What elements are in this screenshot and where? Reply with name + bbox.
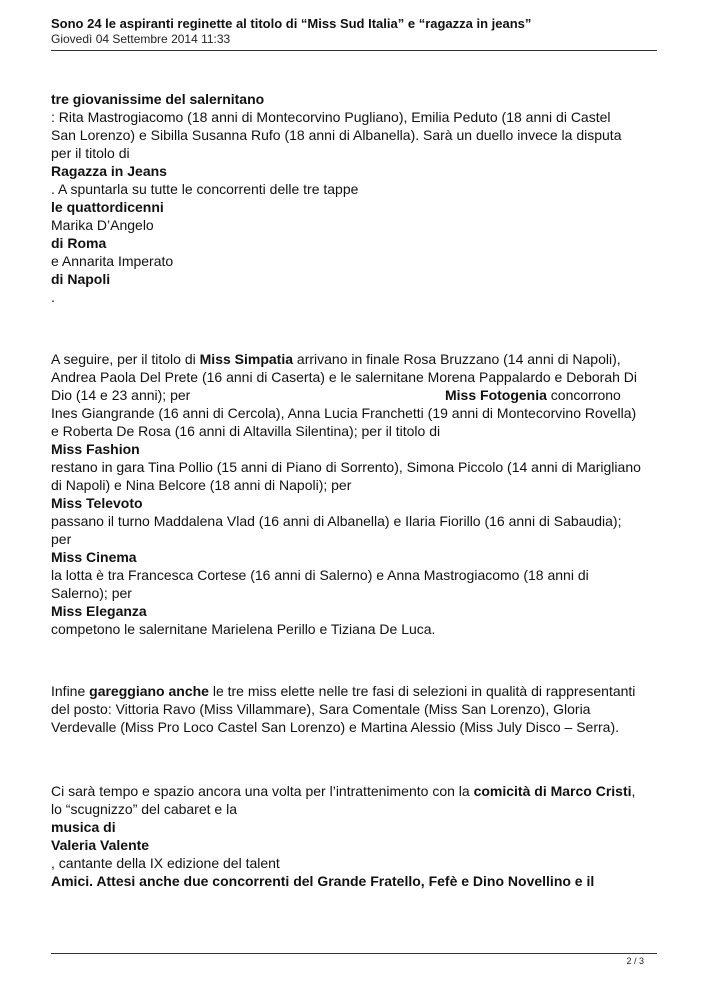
text-line: la lotta è tra Francesca Cortese (16 anni di Salerno) e Anna Mastrogiacomo (18 anni di bbox=[51, 567, 589, 583]
text-line bbox=[51, 440, 661, 458]
text-line: restano in gara Tina Pollio (15 anni di Piano di Sorrento), Simona Piccolo (14 anni di Marigliano bbox=[51, 459, 641, 475]
text-line bbox=[51, 548, 661, 566]
bold-text: le quattordicenni bbox=[51, 199, 164, 215]
bold-text: di Napoli bbox=[51, 271, 111, 287]
bold-text: Miss Fashion bbox=[51, 441, 140, 457]
bold-text: Valeria Valente bbox=[51, 837, 150, 853]
paragraph-gap bbox=[51, 306, 661, 342]
text-line: Andrea Paola Del Prete (16 anni di Caserta) e le salernitane Morena Pappalardo e Deborah Di bbox=[51, 369, 638, 385]
text-line bbox=[51, 494, 661, 512]
text-line bbox=[51, 198, 661, 216]
text-line: lo “scugnizzo” del cabaret e la bbox=[51, 801, 237, 817]
paragraph-gap bbox=[51, 736, 661, 772]
bold-text: Miss Fotogenia bbox=[445, 387, 547, 403]
bold-text: Miss Cinema bbox=[51, 549, 137, 565]
text-line: . bbox=[51, 289, 55, 305]
bold-text: di Roma bbox=[51, 235, 107, 251]
article-title: Sono 24 le aspiranti reginette al titolo di “Miss Sud Italia” e “ragazza in jeans” bbox=[51, 16, 532, 31]
text-line bbox=[51, 872, 661, 890]
article-date: Giovedì 04 Settembre 2014 11:33 bbox=[51, 32, 231, 46]
text-line bbox=[51, 836, 661, 854]
text-line: passano il turno Maddalena Vlad (16 anni di Albanella) e Ilaria Fiorillo (16 anni di Sabaudia); bbox=[51, 513, 622, 529]
article-body bbox=[51, 90, 661, 890]
footer-divider bbox=[51, 953, 657, 954]
bold-text: comicità di Marco Cristi bbox=[473, 783, 632, 799]
text-line: per bbox=[51, 531, 72, 547]
text-span: concorrono bbox=[546, 387, 621, 403]
text-line bbox=[51, 162, 661, 180]
text-line: , cantante della IX edizione del talent bbox=[51, 855, 280, 871]
bold-text: Ragazza in Jeans bbox=[51, 163, 167, 179]
paragraph-gap bbox=[51, 342, 661, 350]
bold-text: Miss Eleganza bbox=[51, 603, 147, 619]
bold-text: tre giovanissime del salernitano bbox=[51, 91, 265, 107]
text-line bbox=[51, 818, 661, 836]
text-line bbox=[51, 234, 661, 252]
text-span: le tre miss elette nelle tre fasi di selezioni in qualità di rappresentanti bbox=[208, 683, 636, 699]
document-header bbox=[51, 16, 657, 47]
text-line bbox=[51, 270, 661, 288]
text-line: del posto: Vittoria Ravo (Miss Villammare), Sara Comentale (Miss San Lorenzo), Gloria bbox=[51, 701, 591, 717]
text-span: Ci sarà tempo e spazio ancora una volta per l’intrattenimento con la bbox=[51, 783, 474, 799]
text-line: Salerno); per bbox=[51, 585, 132, 601]
paragraph-gap bbox=[51, 772, 661, 782]
text-line: San Lorenzo) e Sibilla Susanna Rufo (18 anni di Albanella). Sarà un duello invece la disputa bbox=[51, 127, 622, 143]
text-span: arrivano in finale Rosa Bruzzano (14 anni di Napoli), bbox=[293, 351, 621, 367]
text-line bbox=[51, 602, 661, 620]
text-line: e Roberta De Rosa (16 anni di Altavilla Silentina); per il titolo di bbox=[51, 423, 441, 439]
text-line: di Napoli) e Nina Belcore (18 anni di Napoli); per bbox=[51, 477, 352, 493]
page-number: 2 / 3 bbox=[626, 956, 644, 966]
text-line: Verdevalle (Miss Pro Loco Castel San Lorenzo) e Martina Alessio (Miss July Disco – Serra). bbox=[51, 719, 619, 735]
text-span: Dio (14 e 23 anni); per bbox=[51, 387, 191, 403]
bold-text: gareggiano anche bbox=[89, 683, 209, 699]
text-line: . A spuntarla su tutte le concorrenti delle tre tappe bbox=[51, 181, 359, 197]
text-line bbox=[51, 350, 661, 368]
text-line bbox=[51, 782, 661, 800]
paragraph-gap bbox=[51, 638, 661, 674]
text-span: , bbox=[631, 783, 636, 799]
text-span: A seguire, per il titolo di bbox=[51, 351, 200, 367]
bold-text: Miss Televoto bbox=[51, 495, 143, 511]
text-line: Marika D’Angelo bbox=[51, 217, 154, 233]
bold-text: Amici. Attesi anche due concorrenti del Grande Fratello, Fefè e Dino Novellino e il bbox=[51, 873, 595, 889]
text-span: Infine bbox=[51, 683, 90, 699]
text-line: e Annarita Imperato bbox=[51, 253, 174, 269]
text-line bbox=[51, 682, 661, 700]
text-line: competono le salernitane Marielena Perillo e Tiziana De Luca. bbox=[51, 621, 436, 637]
bold-text: Miss Simpatia bbox=[199, 351, 294, 367]
bold-text: musica di bbox=[51, 819, 116, 835]
text-line bbox=[51, 90, 661, 108]
text-line bbox=[51, 386, 661, 404]
text-line: : Rita Mastrogiacomo (18 anni di Montecorvino Pugliano), Emilia Peduto (18 anni di Castel bbox=[51, 109, 611, 125]
text-line: per il titolo di bbox=[51, 145, 130, 161]
paragraph-gap bbox=[51, 674, 661, 682]
header-divider bbox=[51, 50, 657, 51]
text-line: Ines Giangrande (16 anni di Cercola), Anna Lucia Franchetti (19 anni di Montecorvino Rovella) bbox=[51, 405, 637, 421]
